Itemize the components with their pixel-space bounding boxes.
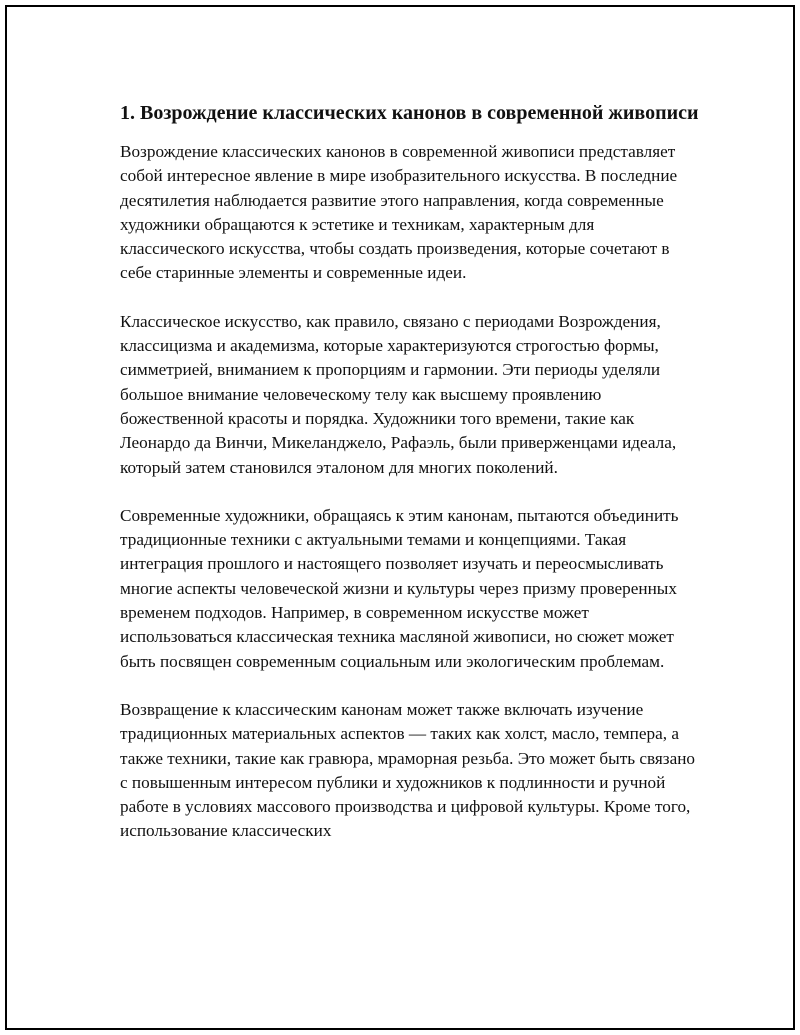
paragraph-4: Возвращение к классическим канонам может также включать изучение традиционных материальных аспектов — таких как холст, масло, темпера, а также техники, такие как гравюра, мраморная резьба. Это может быть связано с повышенным интересом публики и художников к подлинности и ручной работе в условиях массового производства и цифровой культуры. Кроме того, использование классических: [120, 699, 695, 841]
document-page: [5, 5, 795, 1030]
paragraph-3: Современные художники, обращаясь к этим канонам, пытаются объединить традиционные техники с актуальными темами и концепциями. Такая интеграция прошлого и настоящего позволяет изучать и переосмысливать многие аспекты человеческой жизни и культуры через призму проверенных временем подходов. Например, в современном искусстве может использоваться классическая техника масляной живописи, но сюжет может быть посвящен современным социальным или экологическим проблемам.: [120, 505, 679, 671]
document-body: [120, 99, 700, 868]
paragraph-1: Возрождение классических канонов в современной живописи представляет собой интересное явление в мире изобразительного искусства. В последние десятилетия наблюдается развитие этого направления, когда современные художники обращаются к эстетике и техникам, характерным для классического искусства, чтобы создать произведения, которые сочетают в себе старинные элементы и современные идеи.: [120, 142, 678, 283]
section-heading: 1. Возрождение классических канонов в современной живописи: [120, 102, 699, 124]
paragraph-2: Классическое искусство, как правило, связано с периодами Возрождения, классицизма и академизма, которые характеризуются строгостью формы, симметрией, вниманием к пропорциям и гармонии. Эти периоды уделяли большое внимание человеческому телу как высшему проявлению божественной красоты и порядка. Художники того времени, такие как Леонардо да Винчи, Микеланджело, Рафаэль, были приверженцами идеала, который затем становился эталоном для многих поколений.: [120, 311, 677, 477]
